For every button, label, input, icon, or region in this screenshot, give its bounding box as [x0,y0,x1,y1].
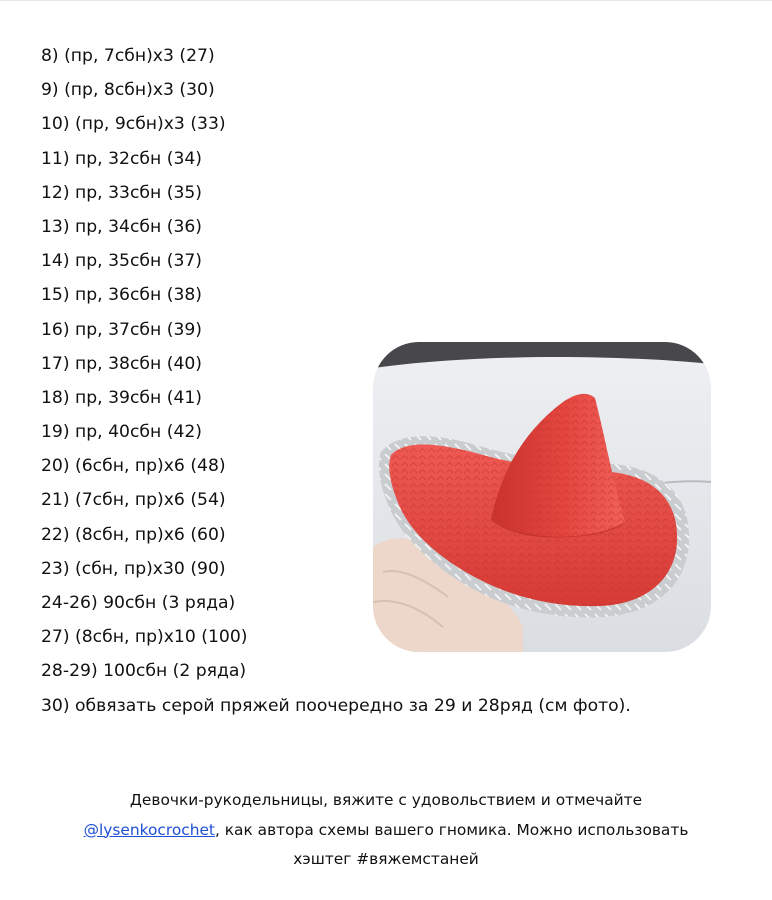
footer-line-1: Девочки-рукодельницы, вяжите с удовольствием и отмечайте [129,791,643,809]
pattern-row: 28-29) 100сбн (2 ряда) [41,661,247,682]
pattern-row: 20) (6сбн, пр)х6 (48) [41,456,226,477]
footer-line-2 [0,816,772,846]
gnome-hat-photo [373,342,711,652]
pattern-row: 16) пр, 37сбн (39) [41,319,203,340]
footer-line-2-text: , как автора схемы вашего гномика. Можно использовать [214,820,689,839]
pattern-row: 19) пр, 40сбн (42) [41,422,203,443]
pattern-row: 27) (8сбн, пр)х10 (100) [41,627,248,648]
pattern-row: 18) пр, 39сбн (41) [41,387,203,408]
pattern-row: 15) пр, 36сбн (38) [41,285,203,306]
pattern-row: 12) пр, 33сбн (35) [41,182,203,203]
page-top-rule [0,0,772,1]
gnome-hat-illustration [373,342,711,652]
pattern-row: 8) (пр, 7сбн)х3 (27) [41,46,215,66]
pattern-row: 9) (пр, 8сбн)х3 (30) [41,80,215,101]
pattern-row: 10) (пр, 9сбн)х3 (33) [41,114,226,135]
footer-line-3: хэштег #вяжемстаней [293,850,479,868]
pattern-row: 11) пр, 32сбн (34) [41,148,203,169]
footer-note [0,786,772,875]
pattern-row: 14) пр, 35сбн (37) [41,251,203,272]
author-mention-link[interactable]: @lysenkocrochet [83,820,215,839]
pattern-row: 30) обвязать серой пряжей поочередно за 29 и 28ряд (см фото). [41,695,631,716]
pattern-row: 24-26) 90сбн (3 ряда) [41,593,236,613]
pattern-row: 17) пр, 38сбн (40) [41,353,203,374]
pattern-row: 23) (сбн, пр)х30 (90) [41,558,226,579]
pattern-row: 22) (8сбн, пр)х6 (60) [41,524,226,545]
pattern-row: 21) (7сбн, пр)х6 (54) [41,490,226,511]
pattern-row: 13) пр, 34сбн (36) [41,216,203,237]
